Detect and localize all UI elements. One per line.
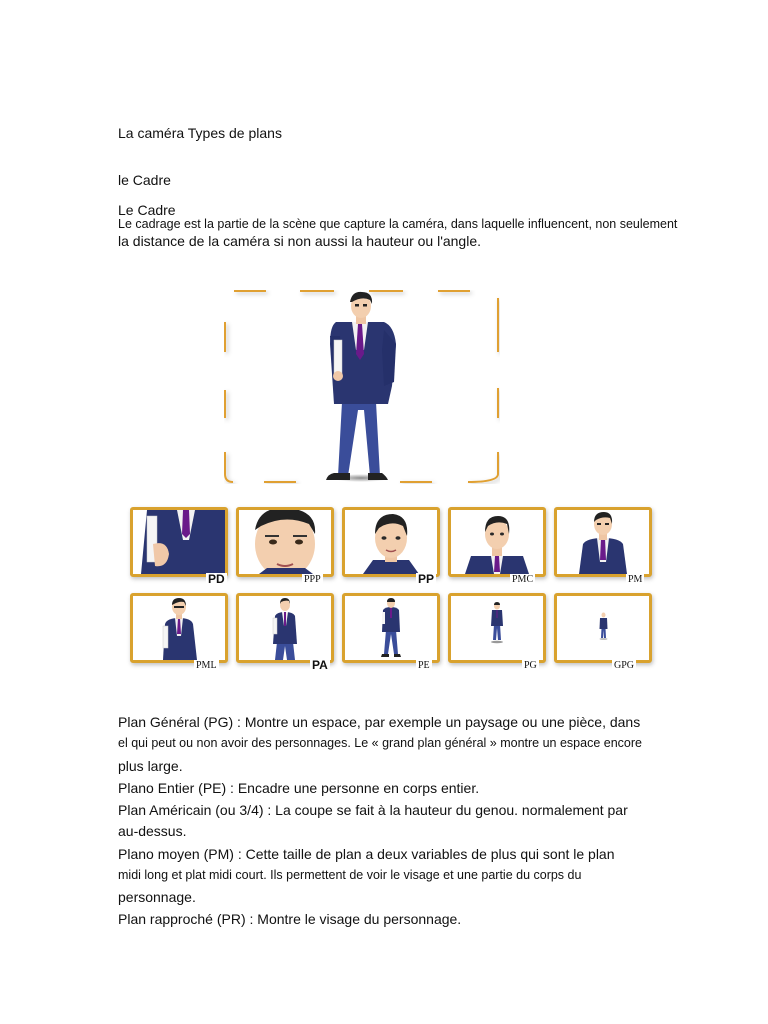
definition-line: Plan Américain (ou 3/4) : La coupe se fait à la hauteur du genou. normalement par [118, 802, 628, 818]
thumb-gpg [554, 593, 652, 663]
thumb-label-pml: PML [196, 660, 217, 671]
thumb-label-ppp: PPP [304, 574, 321, 585]
thumb-pm [554, 507, 652, 577]
thumb-ppp [236, 507, 334, 577]
thumb-pe [342, 593, 440, 663]
extreme-close-up-illustration [239, 510, 331, 574]
thumb-pml [130, 593, 228, 663]
thumb-label-pe: PE [418, 660, 430, 671]
thumb-label-pm: PM [628, 574, 643, 585]
thumb-label-pa: PA [312, 658, 328, 672]
definition-line: Plan rapproché (PR) : Montre le visage du personnage. [118, 911, 462, 927]
close-detail-shot-illustration [133, 510, 225, 574]
section-heading: Le Cadre [118, 202, 176, 218]
man-figure [326, 292, 396, 482]
framed-man-illustration [224, 290, 500, 484]
intro-line-1: Le cadrage est la partie de la scène que capture la caméra, dans laquelle influencent, non seulement [118, 217, 678, 231]
definition-line: el qui peut ou non avoir des personnages. Le « grand plan général » montre un espace encore [118, 736, 642, 750]
thumb-label-pmc: PMC [512, 574, 534, 585]
doc-title: La caméra Types de plans [118, 125, 282, 141]
thumb-pg [448, 593, 546, 663]
definition-line: Plano Entier (PE) : Encadre une personne en corps entier. [118, 780, 480, 796]
intro-line-2: la distance de la caméra si non aussi la hauteur ou l'angle. [118, 233, 482, 249]
thumb-pmc [448, 507, 546, 577]
extreme-long-shot-illustration [557, 596, 649, 660]
thumb-label-pp: PP [418, 572, 435, 586]
long-shot-illustration [451, 596, 543, 660]
thumb-pp [342, 507, 440, 577]
full-shot-illustration [345, 596, 437, 660]
thumb-label-pg: PG [524, 660, 537, 671]
definition-line: personnage. [118, 889, 196, 905]
definition-line: plus large. [118, 758, 183, 774]
close-up-illustration [345, 510, 437, 574]
definition-line: au-dessus. [118, 823, 187, 839]
thumb-label-pd: PD [208, 572, 225, 586]
thumb-label-gpg: GPG [614, 660, 635, 671]
definition-line: Plan Général (PG) : Montre un espace, par exemple un paysage ou une pièce, dans [118, 714, 641, 730]
medium-close-up-illustration [451, 510, 543, 574]
definition-line: midi long et plat midi court. Ils permettent de voir le visage et une partie du corps du [118, 868, 582, 882]
main-figure [224, 290, 500, 484]
definition-line: Plano moyen (PM) : Cette taille de plan a deux variables de plus qui sont le plan [118, 846, 615, 862]
doc-subtitle: le Cadre [118, 172, 171, 188]
thumb-pd [130, 507, 228, 577]
thumb-pa [236, 593, 334, 663]
american-shot-illustration [239, 596, 331, 660]
medium-shot-illustration [557, 510, 649, 574]
medium-long-shot-illustration [133, 596, 225, 660]
